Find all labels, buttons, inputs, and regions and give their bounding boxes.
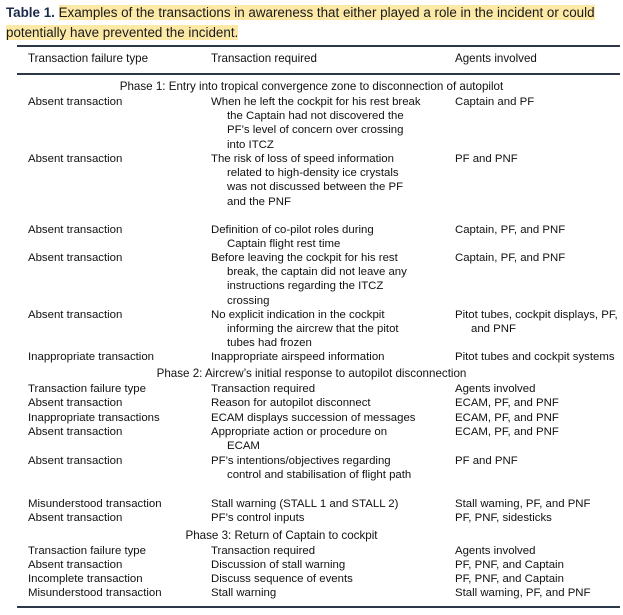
phase-2-title: Phase 2: Aircrew’s initial response to autopilot disconnection xyxy=(156,367,467,380)
header-rule xyxy=(17,73,620,75)
agents-involved: ECAM, PF, and PNF xyxy=(455,426,559,438)
transaction-required: PF’s control inputs xyxy=(211,512,305,524)
transaction-required: PF’s intentions/objectives regarding control and stabilisation of flight path xyxy=(211,455,412,482)
failure-type: Absent transaction xyxy=(28,224,123,236)
failure-type: Misunderstood transaction xyxy=(28,498,162,510)
table-label: Table 1. xyxy=(6,5,55,20)
subheader-transaction-required: Transaction required xyxy=(211,383,316,395)
agents-involved: ECAM, PF, and PNF xyxy=(455,412,559,424)
subheader-transaction-required: Transaction required xyxy=(211,545,316,557)
failure-type: Absent transaction xyxy=(28,252,123,264)
top-rule xyxy=(17,45,620,47)
agents-involved: Captain, PF, and PNF xyxy=(455,224,566,236)
agents-involved: Pitot tubes, cockpit displays, PF, and PNF xyxy=(455,309,618,336)
transaction-required: Inappropriate airspeed information xyxy=(211,351,385,363)
failure-type: Absent transaction xyxy=(28,153,123,165)
phase-3-title: Phase 3: Return of Captain to cockpit xyxy=(185,529,378,542)
subheader-failure-type: Transaction failure type xyxy=(28,545,146,557)
agents-involved: PF and PNF xyxy=(455,153,518,165)
transaction-required: Discuss sequence of events xyxy=(211,573,353,585)
transaction-required: Stall warning (STALL 1 and STALL 2) xyxy=(211,498,399,510)
agents-involved: PF, PNF, and Captain xyxy=(455,573,564,585)
agents-involved: PF and PNF xyxy=(455,455,518,467)
failure-type: Inappropriate transactions xyxy=(28,412,160,424)
failure-type: Misunderstood transaction xyxy=(28,587,162,599)
agents-involved: ECAM, PF, and PNF xyxy=(455,397,559,409)
transaction-required: Stall warning xyxy=(211,587,277,599)
agents-involved: Captain and PF xyxy=(455,96,535,108)
transaction-required: The risk of loss of speed information related to high-density ice crystals was not discussed between the PF and the PNF xyxy=(211,153,404,208)
failure-type: Absent transaction xyxy=(28,559,123,571)
failure-type: Absent transaction xyxy=(28,397,123,409)
agents-involved: Captain, PF, and PNF xyxy=(455,252,566,264)
transaction-required: When he left the cockpit for his rest break the Captain had not discovered the PF’s level of concern over crossing into ITCZ xyxy=(211,96,421,151)
phase-1-title: Phase 1: Entry into tropical convergence zone to disconnection of autopilot xyxy=(119,80,504,93)
failure-type: Incomplete transaction xyxy=(28,573,143,585)
failure-type: Inappropriate transaction xyxy=(28,351,155,363)
agents-involved: PF, PNF, and Captain xyxy=(455,559,564,571)
table-caption xyxy=(6,3,618,43)
column-header-transaction-required: Transaction required xyxy=(211,52,317,65)
transaction-required: Definition of co-pilot roles during Captain flight rest time xyxy=(211,224,374,251)
agents-involved: Pitot tubes and cockpit systems xyxy=(455,351,615,363)
subheader-agents: Agents involved xyxy=(455,383,536,395)
subheader-agents: Agents involved xyxy=(455,545,536,557)
agents-involved: Stall waming, PF, and PNF xyxy=(455,587,591,599)
bottom-rule xyxy=(17,606,620,608)
agents-involved: Stall waming, PF, and PNF xyxy=(455,498,591,510)
transaction-required: ECAM displays succession of messages xyxy=(211,412,416,424)
transaction-required: Before leaving the cockpit for his rest break, the captain did not leave any instructions regarding the ITCZ crossing xyxy=(211,252,407,307)
failure-type: Absent transaction xyxy=(28,426,123,438)
caption-text: Examples of the transactions in awareness that either played a role in the incident or could potentially have prevented the incident. xyxy=(6,5,595,40)
agents-involved: PF, PNF, sidesticks xyxy=(455,512,552,524)
transaction-required: Appropriate action or procedure on ECAM xyxy=(211,426,388,453)
subheader-failure-type: Transaction failure type xyxy=(28,383,146,395)
failure-type: Absent transaction xyxy=(28,309,123,321)
transaction-required: No explicit indication in the cockpit informing the aircrew that the pitot tubes had frozen xyxy=(211,309,399,350)
failure-type: Absent transaction xyxy=(28,96,123,108)
transaction-required: Reason for autopilot disconnect xyxy=(211,397,371,409)
column-header-failure-type: Transaction failure type xyxy=(28,52,149,65)
failure-type: Absent transaction xyxy=(28,455,123,467)
column-header-agents: Agents involved xyxy=(455,52,537,65)
transaction-required: Discussion of stall warning xyxy=(211,559,346,571)
failure-type: Absent transaction xyxy=(28,512,123,524)
